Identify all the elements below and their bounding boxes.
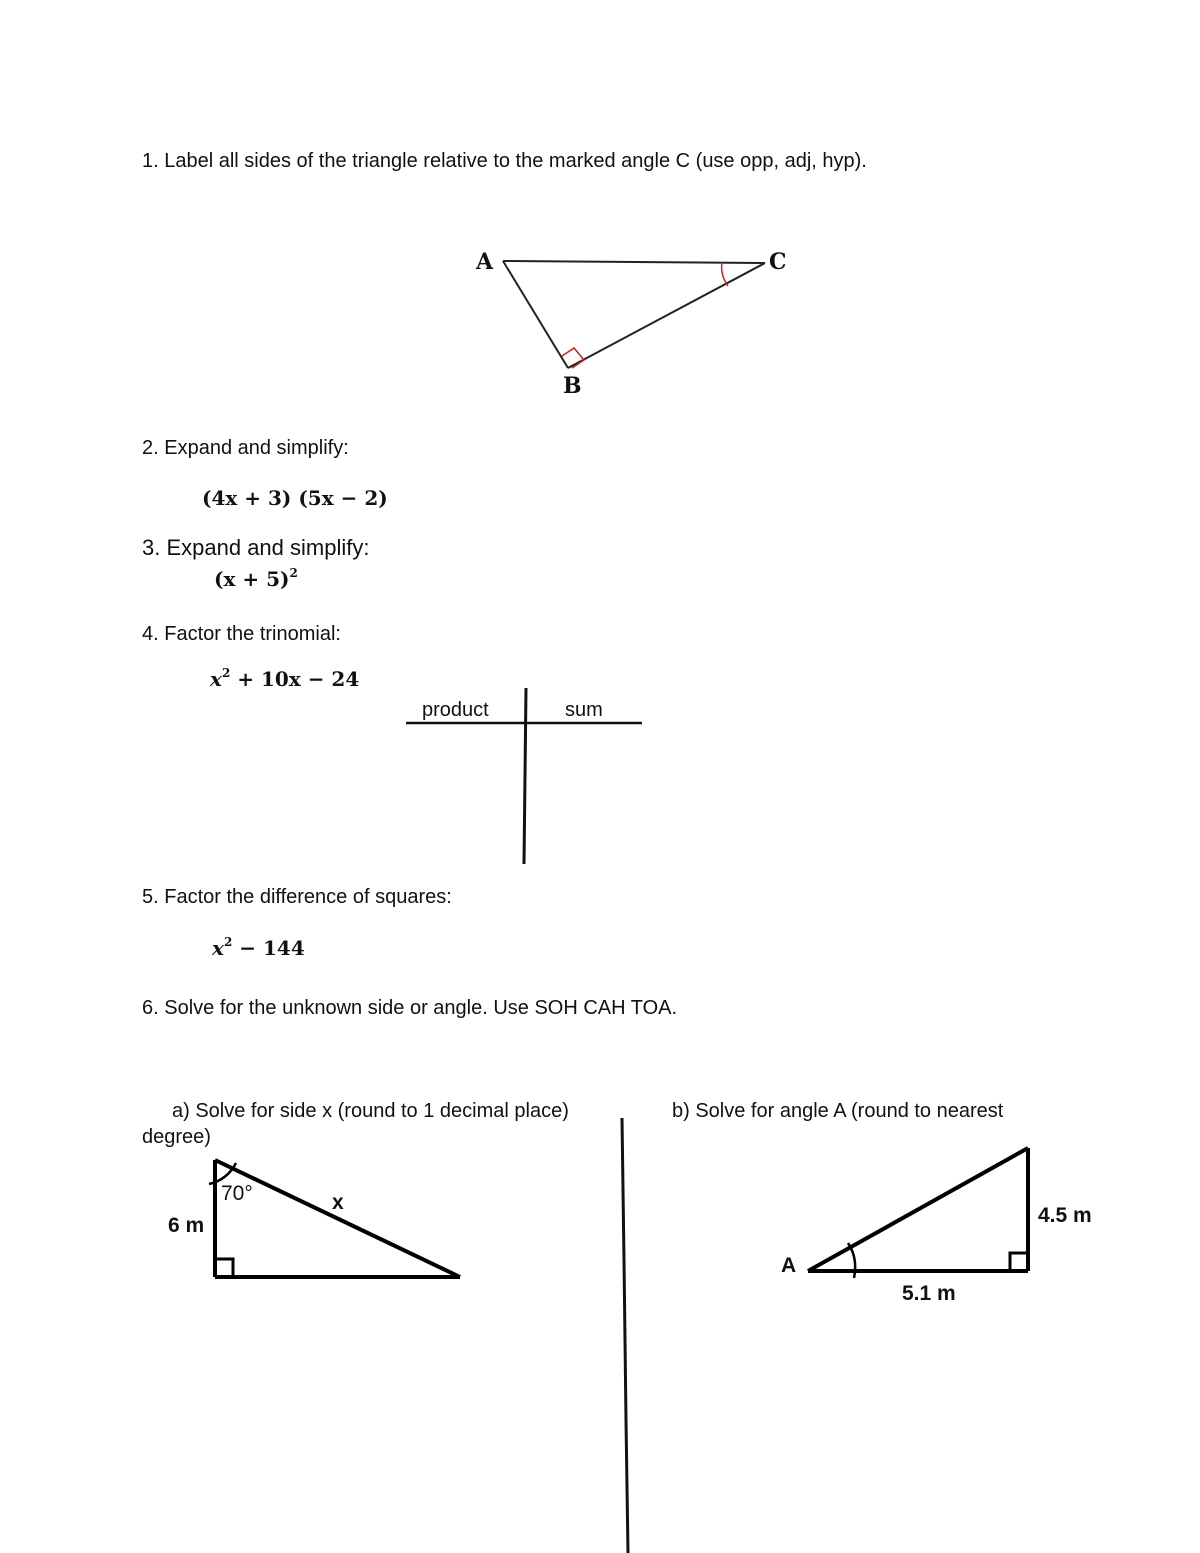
question-6b-prompt: b) Solve for angle A (round to nearest <box>672 1100 1004 1122</box>
question-1-text: 1. Label all sides of the triangle relative to the marked angle C (use opp, adj, hyp). <box>142 150 867 172</box>
side-5-1m-label: 5.1 m <box>902 1282 956 1305</box>
question-5-expression: $x^2 - 144$ <box>212 935 305 960</box>
side-6m-label: 6 m <box>168 1214 205 1237</box>
vertex-c-label: C <box>769 249 787 275</box>
right-angle-marker-b <box>1010 1253 1028 1271</box>
side-4-5m-label: 4.5 m <box>1038 1204 1092 1227</box>
vertex-a-label-part-b: A <box>781 1254 797 1277</box>
vertex-a-label: A <box>476 249 494 275</box>
question-5-text: 5. Factor the difference of squares: <box>142 886 452 908</box>
angle-70-label: 70° <box>221 1182 253 1205</box>
question-2-expression: (4x + 3) (5x − 2) <box>202 486 388 510</box>
question-6-text: 6. Solve for the unknown side or angle. Use SOH CAH TOA. <box>142 997 678 1019</box>
question-4-expression: $x^2 + 10x - 24$ <box>210 666 360 691</box>
vertex-b-label: B <box>563 373 582 399</box>
question-6a-prompt-continued: degree) <box>142 1126 211 1148</box>
question-3-expression: $(x + 5)^2$ <box>214 566 298 591</box>
question-6a-prompt: a) Solve for side x (round to 1 decimal place) <box>172 1100 569 1122</box>
question-3-text: 3. Expand and simplify: <box>142 535 370 560</box>
question-4-text: 4. Factor the trinomial: <box>142 623 341 645</box>
t-chart-sum-header: sum <box>565 699 603 721</box>
t-chart-product-header: product <box>422 699 489 721</box>
question-2-text: 2. Expand and simplify: <box>142 437 349 459</box>
side-x-label: x <box>332 1191 344 1214</box>
